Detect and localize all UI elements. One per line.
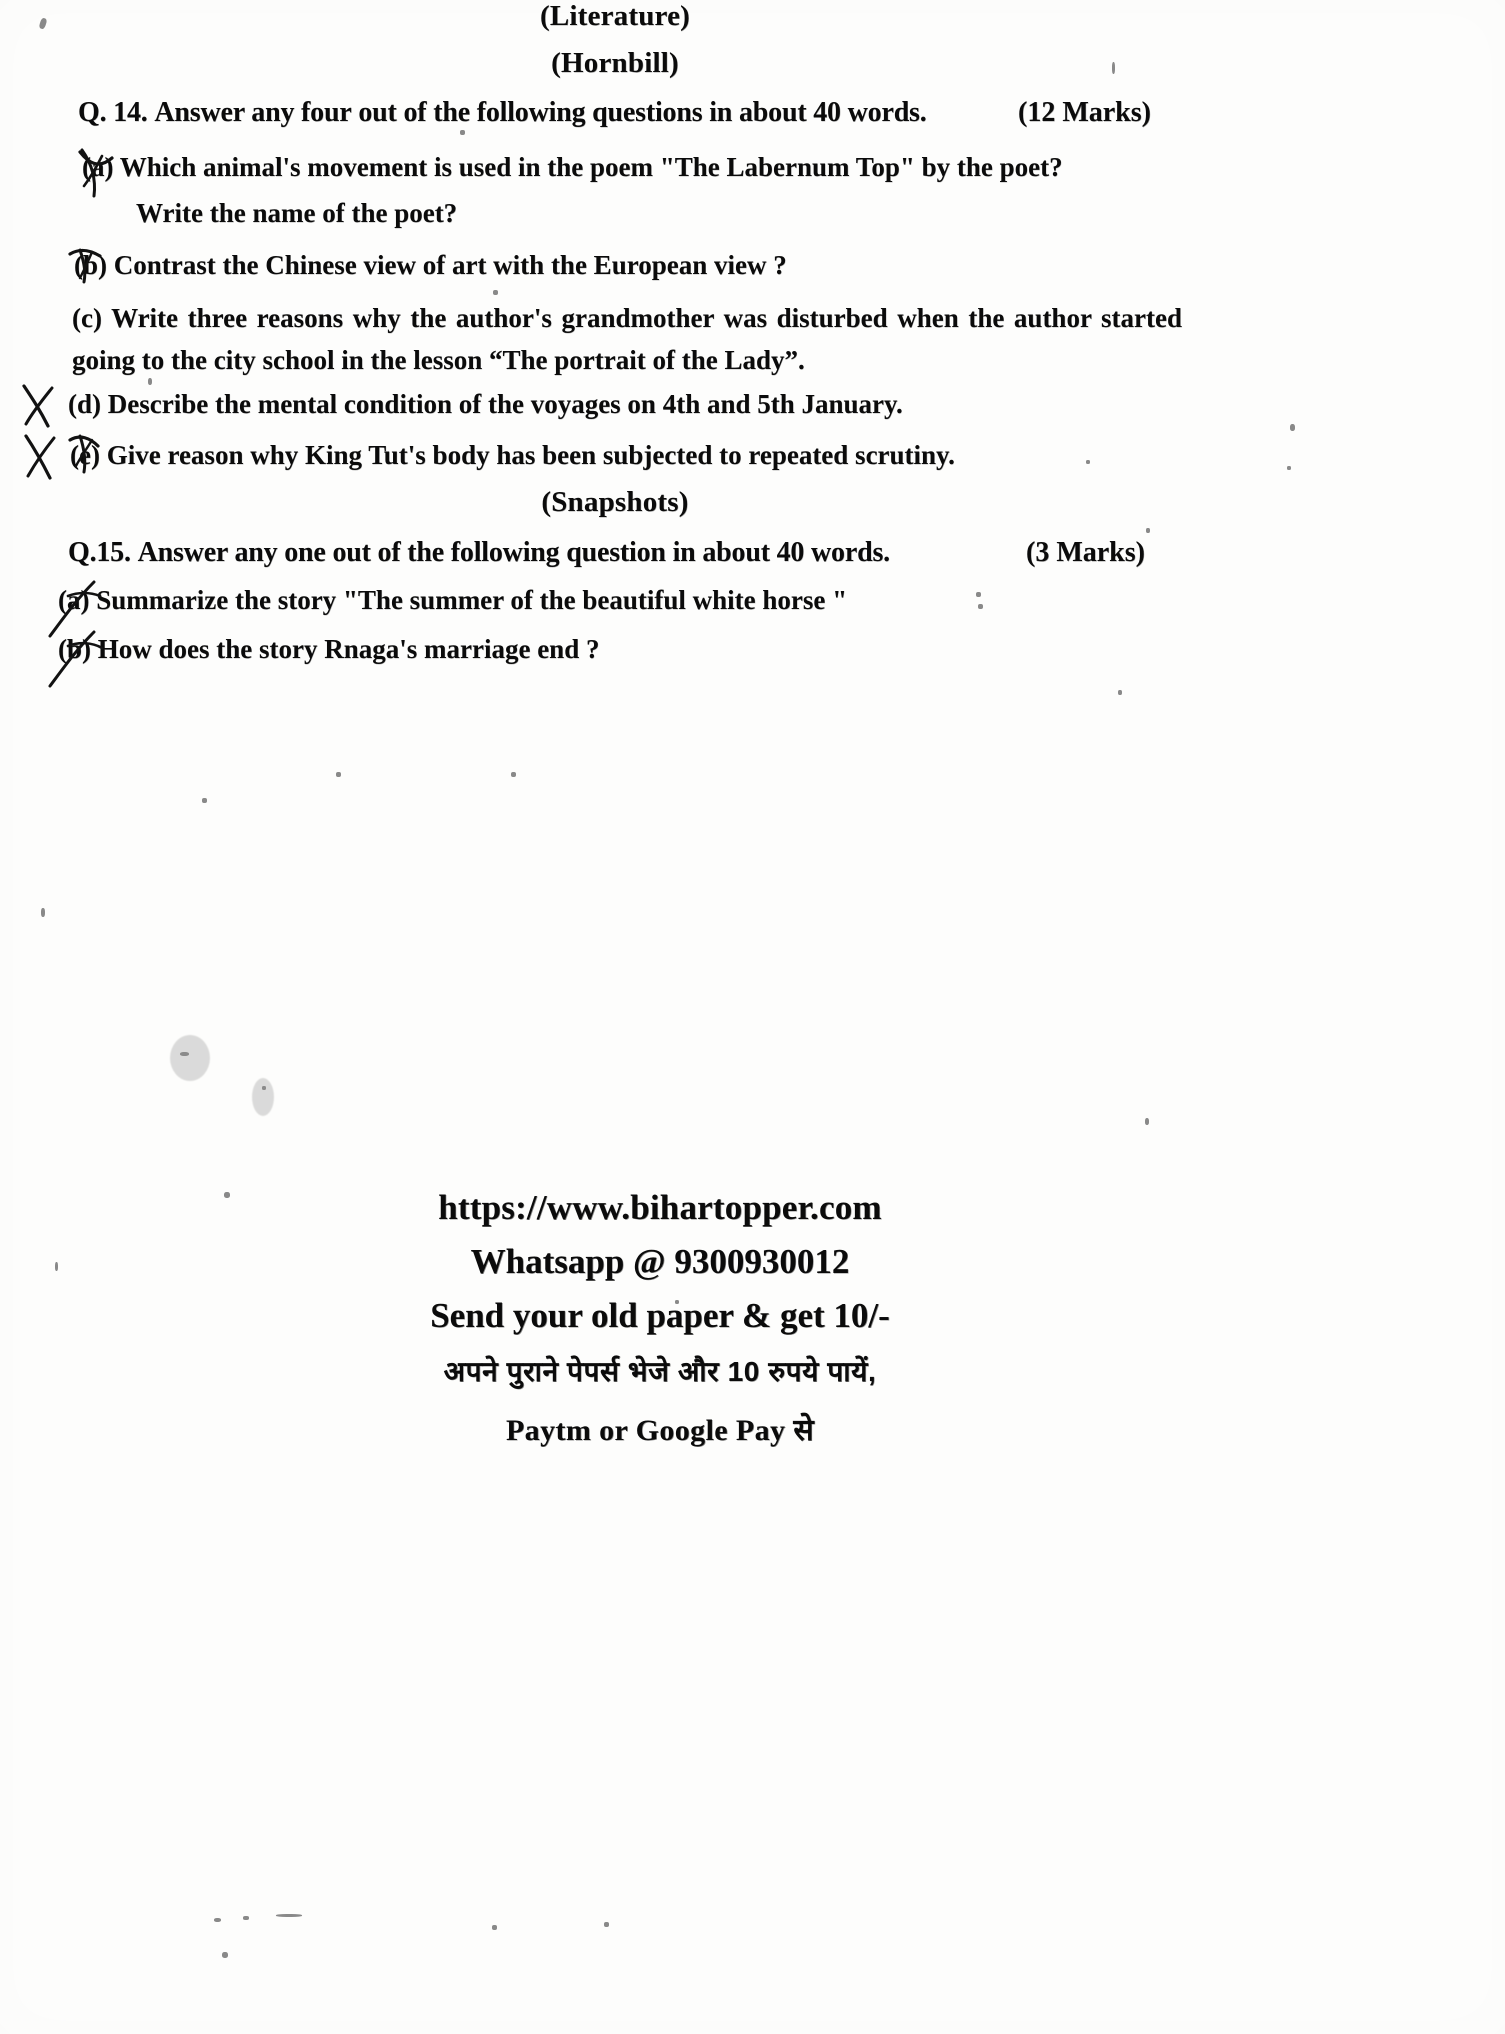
question-15-instruction-prefix: Answer [137, 537, 235, 568]
question-14-item-d-label: (d) [68, 389, 101, 419]
scan-smudge [252, 1078, 274, 1116]
question-14-item-e [70, 440, 955, 471]
footer-whatsapp: Whatsapp @ 9300930012 [470, 1242, 850, 1281]
scan-speck [511, 772, 516, 777]
question-15-item-b-label: (b) [58, 634, 91, 664]
question-14-item-b-label: (b) [74, 250, 107, 280]
question-14-heading [78, 97, 927, 129]
footer-payment-methods: Paytm or Google Pay से [505, 1414, 815, 1447]
question-15-instruction-emphasis: any one [234, 537, 326, 568]
scan-speck [978, 604, 983, 609]
scan-speck [1146, 528, 1150, 533]
question-14-item-a-continuation: Write the name of the poet? [136, 198, 458, 228]
question-15-marks: (3 Marks) [1026, 537, 1145, 568]
scan-speck [243, 1916, 249, 1920]
question-14-item-d [68, 389, 903, 420]
question-15-item-b-text: How does the story Rnaga's marriage end ? [97, 634, 600, 664]
question-14-instruction-suffix: out of the following questions in about 40 words. [351, 97, 927, 128]
handwritten-x-mark-e [20, 432, 72, 482]
footer-offer-english: Send your old paper & get 10/- [430, 1296, 890, 1335]
question-15-instruction-suffix: out of the following question in about 40 words. [325, 537, 890, 568]
question-15-item-a-label: (a) [58, 585, 90, 615]
question-14-item-a [82, 152, 1063, 183]
scan-speck [276, 1914, 302, 1917]
scan-smudge [170, 1035, 210, 1081]
question-14-instruction-emphasis: any four [251, 97, 352, 128]
heading-hornbill: (Hornbill) [551, 47, 679, 79]
question-14-item-c [72, 298, 1182, 382]
question-14-instruction-prefix: Answer [154, 97, 252, 128]
question-14-marks: (12 Marks) [1018, 97, 1151, 128]
question-14-item-e-text: Give reason why King Tut's body has been subjected to repeated scrutiny. [106, 440, 955, 470]
question-14-item-a-text: Which animal's movement is used in the poem "The Labernum Top" by the poet? [119, 152, 1063, 182]
question-14-item-b-text: Contrast the Chinese view of art with the European view ? [113, 250, 787, 280]
scan-speck [492, 1925, 497, 1930]
scan-speck [1290, 424, 1295, 431]
question-15-number: Q.15. [68, 537, 131, 568]
question-15-heading [68, 537, 890, 569]
scan-speck [41, 908, 45, 917]
question-14-number: Q. 14. [78, 97, 148, 128]
scan-speck [222, 1952, 228, 1958]
scan-speck [336, 772, 341, 777]
question-14-item-d-text: Describe the mental condition of the voyages on 4th and 5th January. [107, 389, 903, 419]
question-14-item-a-label: (a) [82, 152, 114, 182]
scan-speck [1287, 466, 1291, 470]
scan-speck [1086, 460, 1090, 464]
scan-speck [1145, 1118, 1149, 1125]
scan-speck [493, 290, 498, 295]
handwritten-x-mark-d [18, 382, 68, 430]
heading-literature: (Literature) [539, 0, 691, 32]
heading-snapshots: (Snapshots) [541, 486, 689, 518]
question-14-item-e-label: (e) [70, 440, 100, 470]
scan-speck [214, 1918, 221, 1922]
question-15-item-a [58, 585, 847, 616]
scan-speck [202, 798, 207, 803]
question-14-item-b [74, 250, 787, 281]
question-14-item-c-label: (c) [72, 303, 102, 333]
question-15-item-b [58, 634, 599, 665]
question-14-item-c-text: Write three reasons why the author's grandmother was disturbed when the author started going to the city school in the lesson “The portrait of the Lady”. [72, 303, 1182, 375]
question-15-item-a-text: Summarize the story "The summer of the beautiful white horse " [96, 585, 848, 615]
footer-block [0, 1188, 1320, 1449]
footer-offer-hindi: अपने पुराने पेपर्स भेजे और 10 रुपये पायें, [443, 1356, 877, 1387]
scan-speck [460, 130, 465, 135]
footer-website[interactable]: https://www.bihartopper.com [438, 1188, 882, 1227]
scan-speck [604, 1922, 609, 1927]
scan-speck [976, 592, 981, 597]
scan-speck [1118, 690, 1122, 695]
